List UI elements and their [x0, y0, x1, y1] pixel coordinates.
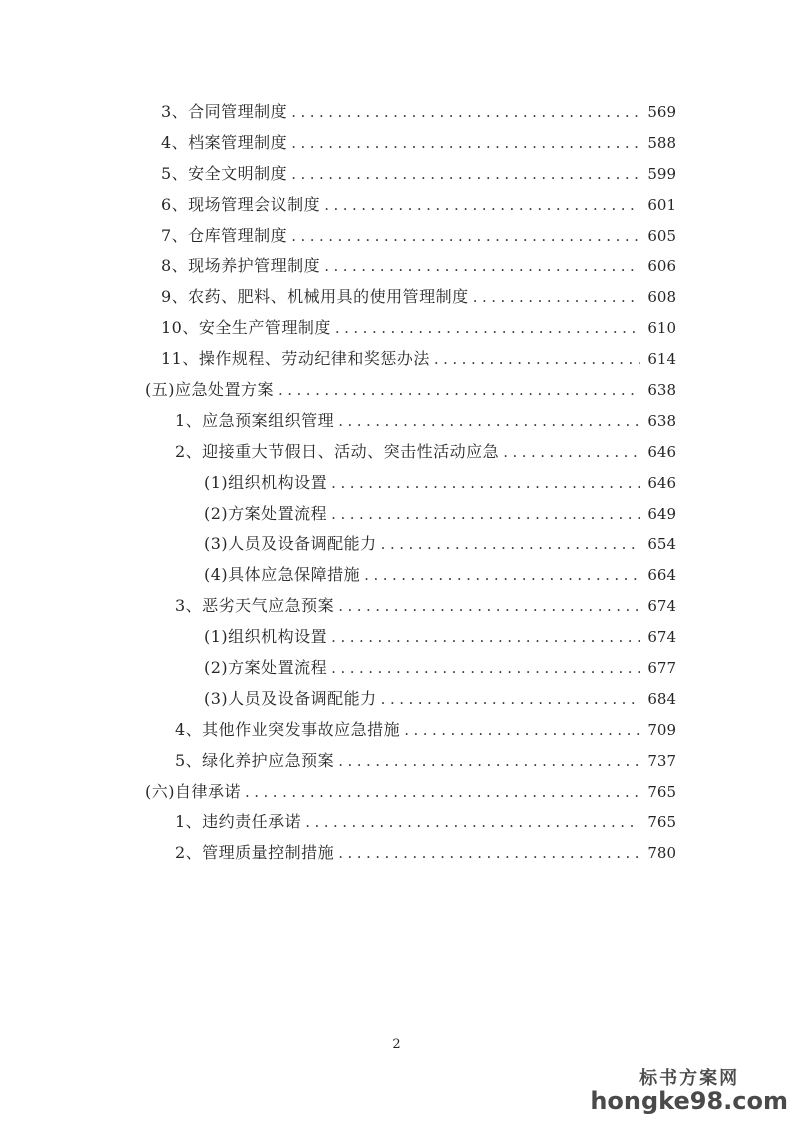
toc-page-number: 610: [647, 319, 676, 338]
watermark-site-url: hongke98.com: [590, 1086, 788, 1115]
toc-page-number: 765: [647, 782, 676, 801]
toc-entry: [145, 560, 676, 591]
toc-leader-dots: [338, 591, 640, 622]
toc-page-number: 599: [647, 164, 676, 183]
toc-entry-label: (六)自律承诺: [145, 781, 241, 801]
toc-entry: [145, 375, 676, 406]
toc-leader-dots: [473, 282, 640, 313]
toc-entry-label: 6、现场管理会议制度: [161, 194, 321, 214]
toc-leader-dots: [338, 406, 640, 437]
toc-leader-dots: [381, 684, 640, 715]
toc-leader-dots: [305, 807, 640, 838]
toc-leader-dots: [324, 251, 640, 282]
toc-entry: [145, 622, 676, 653]
toc-page-number: 674: [647, 628, 676, 647]
toc-page-number: 664: [647, 566, 676, 585]
toc-leader-dots: [324, 190, 640, 221]
toc-leader-dots: [331, 653, 640, 684]
toc-entry-label: 5、绿化养护应急预案: [175, 750, 335, 770]
toc-entry: [145, 159, 676, 190]
table-of-contents: [145, 97, 676, 869]
toc-entry-label: (2)方案处置流程: [204, 658, 328, 678]
toc-entry: [145, 591, 676, 622]
toc-entry-label: (3)人员及设备调配能力: [204, 688, 377, 708]
toc-leader-dots: [335, 313, 640, 344]
toc-leader-dots: [291, 128, 640, 159]
toc-page-number: 654: [647, 535, 676, 554]
toc-entry: [145, 282, 676, 313]
toc-leader-dots: [291, 221, 640, 252]
toc-leader-dots: [338, 838, 640, 869]
toc-entry-label: 1、应急预案组织管理: [175, 410, 335, 430]
toc-entry-label: 3、恶劣天气应急预案: [175, 596, 335, 616]
toc-entry-label: 2、管理质量控制措施: [175, 843, 335, 863]
toc-leader-dots: [381, 529, 640, 560]
toc-page-number: 684: [647, 689, 676, 708]
toc-leader-dots: [291, 159, 640, 190]
toc-entry: [145, 313, 676, 344]
toc-leader-dots: [434, 344, 640, 375]
toc-page-number: 765: [647, 813, 676, 832]
toc-page-number: 646: [647, 442, 676, 461]
toc-entry-label: 4、其他作业突发事故应急措施: [175, 719, 401, 739]
toc-leader-dots: [278, 375, 640, 406]
toc-page-number: 677: [647, 659, 676, 678]
toc-entry: [145, 684, 676, 715]
toc-page-number: 709: [647, 720, 676, 739]
toc-leader-dots: [338, 746, 640, 777]
toc-entry: [145, 468, 676, 499]
toc-entry-label: (4)具体应急保障措施: [204, 565, 361, 585]
toc-entry-label: 5、安全文明制度: [161, 163, 288, 183]
toc-entry-label: 11、操作规程、劳动纪律和奖惩办法: [161, 349, 430, 369]
toc-entry: [145, 807, 676, 838]
toc-page-number: 606: [647, 257, 676, 276]
watermark: [590, 1067, 788, 1115]
toc-entry: [145, 190, 676, 221]
toc-entry: [145, 653, 676, 684]
toc-entry: [145, 437, 676, 468]
toc-entry: [145, 406, 676, 437]
toc-entry-label: 9、农药、肥料、机械用具的使用管理制度: [161, 287, 469, 307]
toc-entry-label: 1、违约责任承诺: [175, 812, 302, 832]
toc-page-number: 605: [647, 226, 676, 245]
toc-entry: [145, 499, 676, 530]
toc-leader-dots: [364, 560, 640, 591]
toc-entry-label: 4、档案管理制度: [161, 132, 288, 152]
toc-page-number: 608: [647, 288, 676, 307]
toc-entry-label: 10、安全生产管理制度: [161, 318, 331, 338]
toc-leader-dots: [245, 777, 640, 808]
toc-entry-label: (3)人员及设备调配能力: [204, 534, 377, 554]
toc-page-number: 601: [647, 195, 676, 214]
toc-page-number: 674: [647, 597, 676, 616]
toc-entry-label: 3、合同管理制度: [161, 102, 288, 121]
toc-entry-label: (2)方案处置流程: [204, 503, 328, 523]
toc-page-number: 588: [647, 133, 676, 152]
toc-entry: [145, 221, 676, 252]
toc-entry: [145, 97, 676, 128]
toc-leader-dots: [503, 437, 640, 468]
toc-entry-label: (五)应急处置方案: [145, 380, 274, 400]
toc-page-number: 780: [647, 844, 676, 863]
toc-entry-label: (1)组织机构设置: [204, 472, 328, 492]
toc-leader-dots: [331, 499, 640, 530]
toc-page-number: 614: [647, 350, 676, 369]
toc-page-number: 638: [647, 411, 676, 430]
toc-entry: [145, 838, 676, 869]
toc-leader-dots: [331, 622, 640, 653]
toc-page-number: 646: [647, 473, 676, 492]
toc-page-number: 737: [647, 751, 676, 770]
toc-entry: [145, 128, 676, 159]
toc-entry: [145, 344, 676, 375]
toc-entry-label: 2、迎接重大节假日、活动、突击性活动应急: [175, 441, 500, 461]
toc-leader-dots: [291, 97, 640, 128]
toc-entry-label: 7、仓库管理制度: [161, 225, 288, 245]
toc-entry: [145, 777, 676, 808]
toc-page-number: 638: [647, 381, 676, 400]
toc-page-number: 569: [647, 103, 676, 121]
watermark-site-name: 标书方案网: [639, 1067, 740, 1089]
toc-entry: [145, 746, 676, 777]
toc-entry: [145, 251, 676, 282]
toc-leader-dots: [404, 715, 640, 746]
toc-entry: [145, 529, 676, 560]
toc-page-number: 649: [647, 504, 676, 523]
toc-entry-label: 8、现场养护管理制度: [161, 256, 321, 276]
toc-entry-label: (1)组织机构设置: [204, 627, 328, 647]
toc-leader-dots: [331, 468, 640, 499]
toc-entry: [145, 715, 676, 746]
footer-page-number: 2: [392, 1037, 401, 1052]
